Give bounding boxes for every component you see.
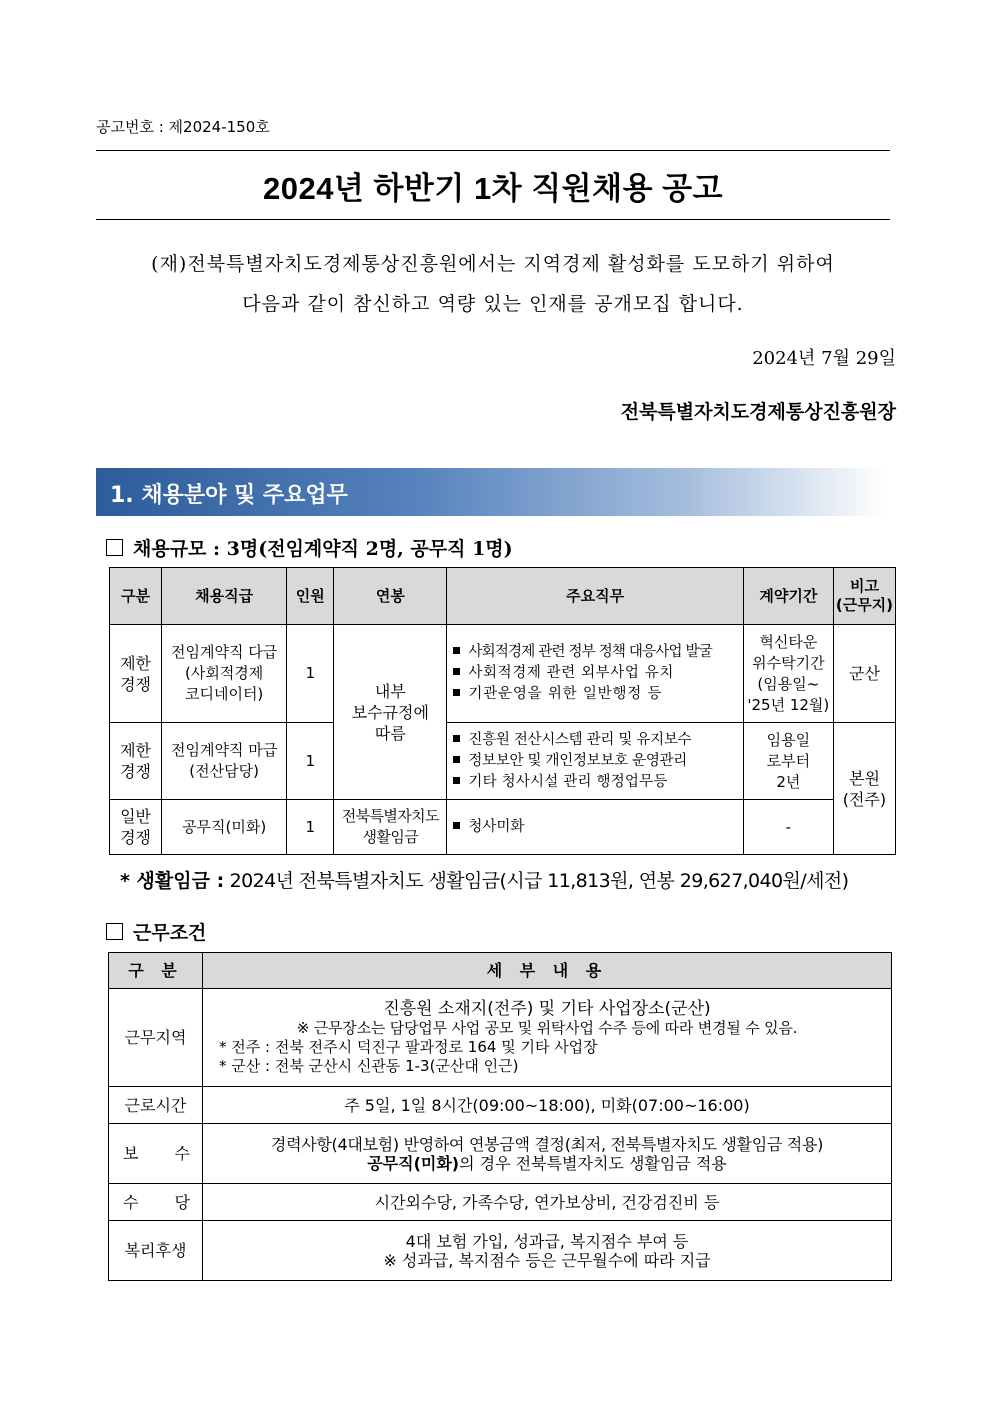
living-wage-note — [120, 866, 848, 893]
row-period: 임용일 로부터 2년 — [743, 723, 833, 800]
row-rank: 전임계약직 마급 (전산담당) — [162, 723, 287, 800]
location-jeonju: * 전주 : 전북 전주시 덕진구 팔과정로 164 및 기타 사업장 — [219, 1037, 598, 1056]
row-type: 일반 경쟁 — [110, 800, 162, 855]
duty-item: 기타 청사시설 관리 행정업무등 — [453, 772, 742, 793]
notice-number: 공고번호 : 제2024-150호 — [96, 118, 270, 136]
table-row — [109, 1221, 892, 1281]
intro-line-1: (재)전북특별자치도경제통상진흥원에서는 지역경제 활성화를 도모하기 위하여 — [151, 253, 835, 275]
row-duties — [447, 723, 743, 800]
bullet-icon — [453, 735, 460, 742]
intro-line-2: 다음과 같이 참신하고 역량 있는 인재를 공개모집 합니다. — [242, 293, 744, 315]
duty-item: 청사미화 — [453, 817, 742, 838]
header-type: 구분 — [110, 568, 162, 625]
table-row — [110, 800, 896, 855]
issuer-name: 전북특별자치도경제통상진흥원장 — [620, 401, 896, 423]
row-duties — [447, 800, 743, 855]
bullet-icon — [453, 777, 460, 784]
location-main: 진흥원 소재지(전주) 및 기타 사업장소(군산) — [383, 998, 711, 1019]
row-type: 제한 경쟁 — [110, 723, 162, 800]
welfare-line-1: 4대 보험 가입, 성과급, 복지점수 부여 등 — [405, 1231, 689, 1251]
row-salary: 내부 보수규정에 따름 — [334, 625, 447, 800]
row-count: 1 — [287, 723, 334, 800]
header-rank: 채용직급 — [162, 568, 287, 625]
header-count: 인원 — [287, 568, 334, 625]
row-label-location: 근무지역 — [109, 989, 203, 1087]
location-change-note: ※ 근무장소는 담당업무 사업 공모 및 위탁사업 수주 등에 따라 변경될 수 있음. — [296, 1018, 798, 1037]
row-detail-pay — [203, 1124, 892, 1184]
bullet-icon — [453, 668, 460, 675]
work-conditions-text: 근무조건 — [133, 922, 207, 944]
header-salary: 연봉 — [334, 568, 447, 625]
header-period: 계약기간 — [743, 568, 833, 625]
table-row — [109, 1087, 892, 1124]
living-wage-label: * 생활임금 : — [120, 870, 225, 892]
header-details: 세 부 내 용 — [203, 953, 892, 989]
table-header-row — [109, 953, 892, 989]
row-detail-welfare — [203, 1221, 892, 1281]
duty-item: 진흥원 전산시스템 관리 및 유지보수 — [453, 730, 742, 751]
row-rank: 공무직(미화) — [162, 800, 287, 855]
recruitment-table — [109, 567, 896, 855]
header-category: 구 분 — [109, 953, 203, 989]
header-duties: 주요직무 — [447, 568, 743, 625]
row-detail-allowance: 시간외수당, 가족수당, 연가보상비, 건강검진비 등 — [203, 1184, 892, 1221]
welfare-line-2: ※ 성과급, 복지점수 등은 근무월수에 따라 지급 — [383, 1250, 711, 1270]
recruitment-scale-text: 채용규모 : 3명(전임계약직 2명, 공무직 1명) — [133, 538, 513, 560]
row-count: 1 — [287, 625, 334, 723]
title-bottom-rule — [96, 219, 890, 220]
row-rank: 전임계약직 다급 (사회적경제 코디네이터) — [162, 625, 287, 723]
duty-item: 사회적경제 관련 외부사업 유치 — [453, 663, 742, 684]
bullet-icon — [453, 822, 460, 829]
table-header-row — [110, 568, 896, 625]
table-row — [109, 1124, 892, 1184]
header-note: 비고 (근무지) — [833, 568, 895, 625]
row-salary: 전북특별자치도 생활임금 — [334, 800, 447, 855]
location-gunsan: * 군산 : 전북 군산시 신관동 1-3(군산대 인근) — [219, 1056, 519, 1075]
duty-item: 사회적경제 관련 정부 정책 대응사업 발굴 — [453, 642, 742, 663]
duty-item: 기관운영을 위한 일반행정 등 — [453, 684, 742, 705]
row-period: 혁신타운 위수탁기간 (임용일~ '25년 12월) — [743, 625, 833, 723]
bullet-icon — [453, 647, 460, 654]
notice-date: 2024년 7월 29일 — [752, 348, 896, 369]
row-label-welfare: 복리후생 — [109, 1221, 203, 1281]
row-label-pay: 보 수 — [109, 1124, 203, 1184]
recruitment-scale-heading — [106, 534, 513, 561]
work-conditions-heading — [106, 918, 206, 945]
row-duties — [447, 625, 743, 723]
row-note: 본원 (전주) — [833, 723, 895, 855]
table-row — [109, 1184, 892, 1221]
work-conditions-table — [108, 952, 892, 1281]
row-label-hours: 근로시간 — [109, 1087, 203, 1124]
table-row — [110, 625, 896, 723]
row-type: 제한 경쟁 — [110, 625, 162, 723]
row-detail-hours: 주 5일, 1일 8시간(09:00~18:00), 미화(07:00~16:00) — [203, 1087, 892, 1124]
row-count: 1 — [287, 800, 334, 855]
checkbox-square-icon — [106, 539, 123, 556]
page-title: 2024년 하반기 1차 직원채용 공고 — [262, 171, 724, 206]
living-wage-text: 2024년 전북특별자치도 생활임금(시급 11,813원, 연봉 29,627,040원/세전) — [224, 870, 849, 892]
row-period: - — [743, 800, 833, 855]
row-detail-location — [203, 989, 892, 1087]
bullet-icon — [453, 756, 460, 763]
table-row — [109, 989, 892, 1087]
row-label-allowance: 수 당 — [109, 1184, 203, 1221]
pay-line-2: 공무직(미화)의 경우 전북특별자치도 생활임금 적용 — [367, 1153, 727, 1173]
table-row — [110, 723, 896, 800]
pay-line-1: 경력사항(4대보험) 반영하여 연봉금액 결정(최저, 전북특별자치도 생활임금 적용) — [270, 1134, 824, 1154]
title-top-rule — [96, 150, 890, 151]
section-1-title: 1. 채용분야 및 주요업무 — [110, 483, 348, 508]
checkbox-square-icon — [106, 923, 123, 940]
duty-item: 정보보안 및 개인정보보호 운영관리 — [453, 751, 742, 772]
bullet-icon — [453, 689, 460, 696]
row-note: 군산 — [833, 625, 895, 723]
